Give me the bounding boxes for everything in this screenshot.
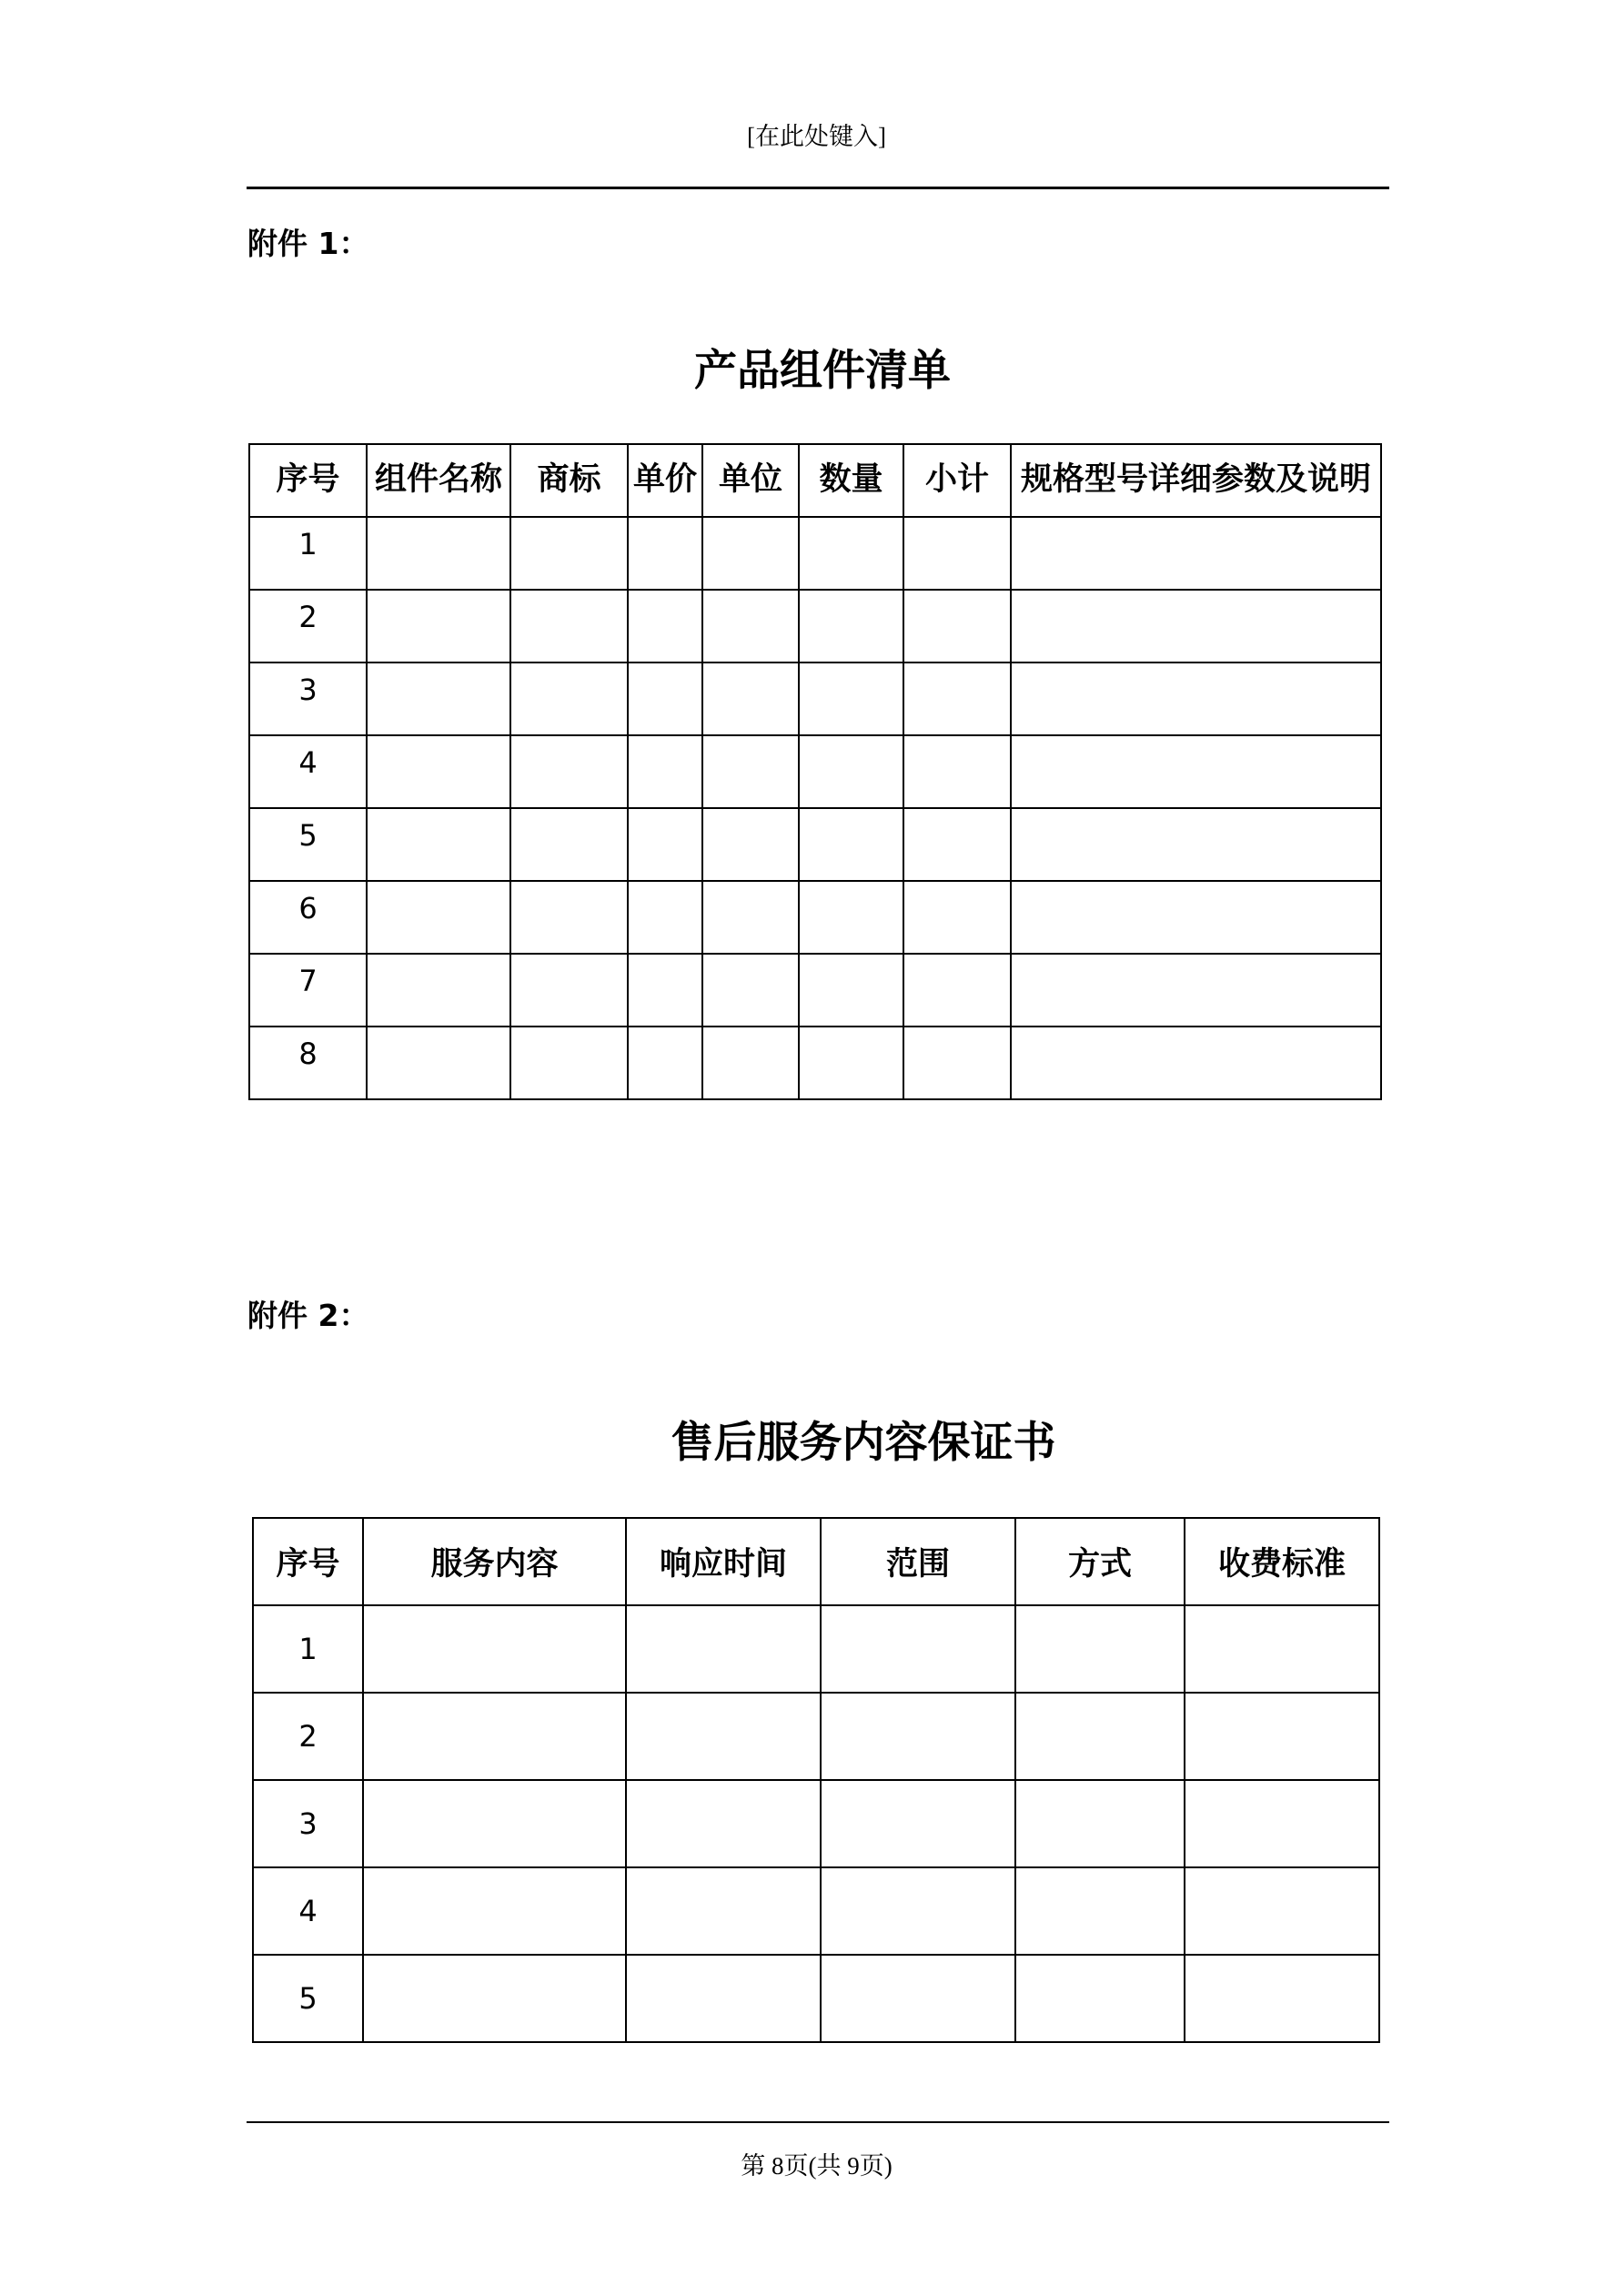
- page-header-text: [在此处键入]: [747, 123, 886, 150]
- empty-cell[interactable]: [1185, 1605, 1379, 1693]
- table-row: [253, 1955, 1379, 2042]
- table-row: [249, 590, 1381, 663]
- empty-cell[interactable]: [628, 1027, 702, 1099]
- empty-cell[interactable]: [1015, 1780, 1185, 1867]
- empty-cell[interactable]: [510, 954, 628, 1027]
- empty-cell[interactable]: [510, 1027, 628, 1099]
- column-header: 方式: [1015, 1518, 1185, 1605]
- row-number-cell: 6: [249, 881, 367, 954]
- column-header: 组件名称: [367, 444, 510, 517]
- table-row: [253, 1693, 1379, 1780]
- row-number-cell: 3: [253, 1780, 363, 1867]
- empty-cell[interactable]: [1015, 1955, 1185, 2042]
- attachment-1-label: 附件 1：: [247, 226, 369, 261]
- empty-cell[interactable]: [1011, 735, 1381, 808]
- empty-cell[interactable]: [799, 663, 903, 735]
- empty-cell[interactable]: [367, 735, 510, 808]
- table-row: [253, 1867, 1379, 1955]
- column-header: 范围: [821, 1518, 1015, 1605]
- column-header: 小计: [903, 444, 1011, 517]
- empty-cell[interactable]: [903, 663, 1011, 735]
- empty-cell[interactable]: [367, 663, 510, 735]
- row-number-cell: 4: [249, 735, 367, 808]
- empty-cell[interactable]: [510, 590, 628, 663]
- empty-cell[interactable]: [799, 954, 903, 1027]
- column-header: 单价: [628, 444, 702, 517]
- empty-cell[interactable]: [903, 517, 1011, 590]
- column-header: 序号: [253, 1518, 363, 1605]
- empty-cell[interactable]: [1015, 1867, 1185, 1955]
- after-sales-service-table: [252, 1517, 1380, 2043]
- empty-cell[interactable]: [510, 663, 628, 735]
- table-row: [249, 735, 1381, 808]
- row-number-cell: 5: [253, 1955, 363, 2042]
- empty-cell[interactable]: [367, 808, 510, 881]
- empty-cell[interactable]: [367, 517, 510, 590]
- table-row: [249, 954, 1381, 1027]
- empty-cell[interactable]: [702, 808, 799, 881]
- header-divider: [247, 187, 1389, 189]
- empty-cell[interactable]: [821, 1955, 1015, 2042]
- column-header: 单位: [702, 444, 799, 517]
- empty-cell[interactable]: [821, 1867, 1015, 1955]
- column-header: 响应时间: [626, 1518, 821, 1605]
- row-number-cell: 5: [249, 808, 367, 881]
- empty-cell[interactable]: [903, 735, 1011, 808]
- table-row: [249, 808, 1381, 881]
- empty-cell[interactable]: [510, 881, 628, 954]
- column-header: 规格型号详细参数及说明: [1011, 444, 1381, 517]
- empty-cell[interactable]: [1185, 1780, 1379, 1867]
- empty-cell[interactable]: [903, 590, 1011, 663]
- empty-cell[interactable]: [903, 808, 1011, 881]
- empty-cell[interactable]: [367, 954, 510, 1027]
- empty-cell[interactable]: [799, 808, 903, 881]
- empty-cell[interactable]: [799, 1027, 903, 1099]
- empty-cell[interactable]: [628, 881, 702, 954]
- empty-cell[interactable]: [702, 881, 799, 954]
- column-header: 数量: [799, 444, 903, 517]
- table-row: [249, 517, 1381, 590]
- table-row: [249, 663, 1381, 735]
- column-header: 服务内容: [363, 1518, 626, 1605]
- empty-cell[interactable]: [367, 881, 510, 954]
- empty-cell[interactable]: [628, 517, 702, 590]
- table-row: [249, 881, 1381, 954]
- empty-cell[interactable]: [628, 954, 702, 1027]
- empty-cell[interactable]: [799, 517, 903, 590]
- row-number-cell: 3: [249, 663, 367, 735]
- table-row: [253, 1780, 1379, 1867]
- page-footer-text: 第 8页(共 9页): [741, 2152, 893, 2180]
- table-row: [249, 1027, 1381, 1099]
- empty-cell[interactable]: [626, 1605, 821, 1693]
- empty-cell[interactable]: [363, 1693, 626, 1780]
- empty-cell[interactable]: [903, 954, 1011, 1027]
- row-number-cell: 4: [253, 1867, 363, 1955]
- empty-cell[interactable]: [799, 881, 903, 954]
- empty-cell[interactable]: [702, 663, 799, 735]
- attachment-2-title: 售后服务内容保证书: [671, 1418, 1056, 1468]
- empty-cell[interactable]: [1011, 590, 1381, 663]
- row-number-cell: 1: [253, 1605, 363, 1693]
- empty-cell[interactable]: [510, 808, 628, 881]
- attachment-2-label: 附件 2：: [247, 1298, 369, 1333]
- column-header: 序号: [249, 444, 367, 517]
- row-number-cell: 2: [253, 1693, 363, 1780]
- empty-cell[interactable]: [702, 735, 799, 808]
- empty-cell[interactable]: [799, 735, 903, 808]
- empty-cell[interactable]: [702, 517, 799, 590]
- empty-cell[interactable]: [628, 590, 702, 663]
- row-number-cell: 8: [249, 1027, 367, 1099]
- empty-cell[interactable]: [1015, 1693, 1185, 1780]
- row-number-cell: 1: [249, 517, 367, 590]
- empty-cell[interactable]: [363, 1955, 626, 2042]
- empty-cell[interactable]: [1011, 808, 1381, 881]
- empty-cell[interactable]: [702, 590, 799, 663]
- empty-cell[interactable]: [510, 735, 628, 808]
- empty-cell[interactable]: [821, 1693, 1015, 1780]
- product-components-table: [248, 443, 1382, 1100]
- column-header: 商标: [510, 444, 628, 517]
- empty-cell[interactable]: [628, 663, 702, 735]
- empty-cell[interactable]: [626, 1693, 821, 1780]
- empty-cell[interactable]: [626, 1867, 821, 1955]
- empty-cell[interactable]: [702, 954, 799, 1027]
- empty-cell[interactable]: [367, 1027, 510, 1099]
- empty-cell[interactable]: [363, 1867, 626, 1955]
- empty-cell[interactable]: [628, 735, 702, 808]
- row-number-cell: 2: [249, 590, 367, 663]
- empty-cell[interactable]: [903, 1027, 1011, 1099]
- empty-cell[interactable]: [363, 1780, 626, 1867]
- empty-cell[interactable]: [367, 590, 510, 663]
- empty-cell[interactable]: [626, 1780, 821, 1867]
- empty-cell[interactable]: [1185, 1867, 1379, 1955]
- row-number-cell: 7: [249, 954, 367, 1027]
- table-row: [253, 1605, 1379, 1693]
- empty-cell[interactable]: [1011, 1027, 1381, 1099]
- attachment-1-title: 产品组件清单: [694, 346, 951, 396]
- empty-cell[interactable]: [702, 1027, 799, 1099]
- empty-cell[interactable]: [821, 1605, 1015, 1693]
- footer-divider: [247, 2121, 1389, 2123]
- empty-cell[interactable]: [1011, 954, 1381, 1027]
- empty-cell[interactable]: [821, 1780, 1015, 1867]
- empty-cell[interactable]: [1015, 1605, 1185, 1693]
- column-header: 收费标准: [1185, 1518, 1379, 1605]
- empty-cell[interactable]: [628, 808, 702, 881]
- empty-cell[interactable]: [1011, 663, 1381, 735]
- empty-cell[interactable]: [510, 517, 628, 590]
- empty-cell[interactable]: [363, 1605, 626, 1693]
- empty-cell[interactable]: [1185, 1955, 1379, 2042]
- empty-cell[interactable]: [626, 1955, 821, 2042]
- empty-cell[interactable]: [1185, 1693, 1379, 1780]
- empty-cell[interactable]: [903, 881, 1011, 954]
- empty-cell[interactable]: [1011, 881, 1381, 954]
- empty-cell[interactable]: [1011, 517, 1381, 590]
- empty-cell[interactable]: [799, 590, 903, 663]
